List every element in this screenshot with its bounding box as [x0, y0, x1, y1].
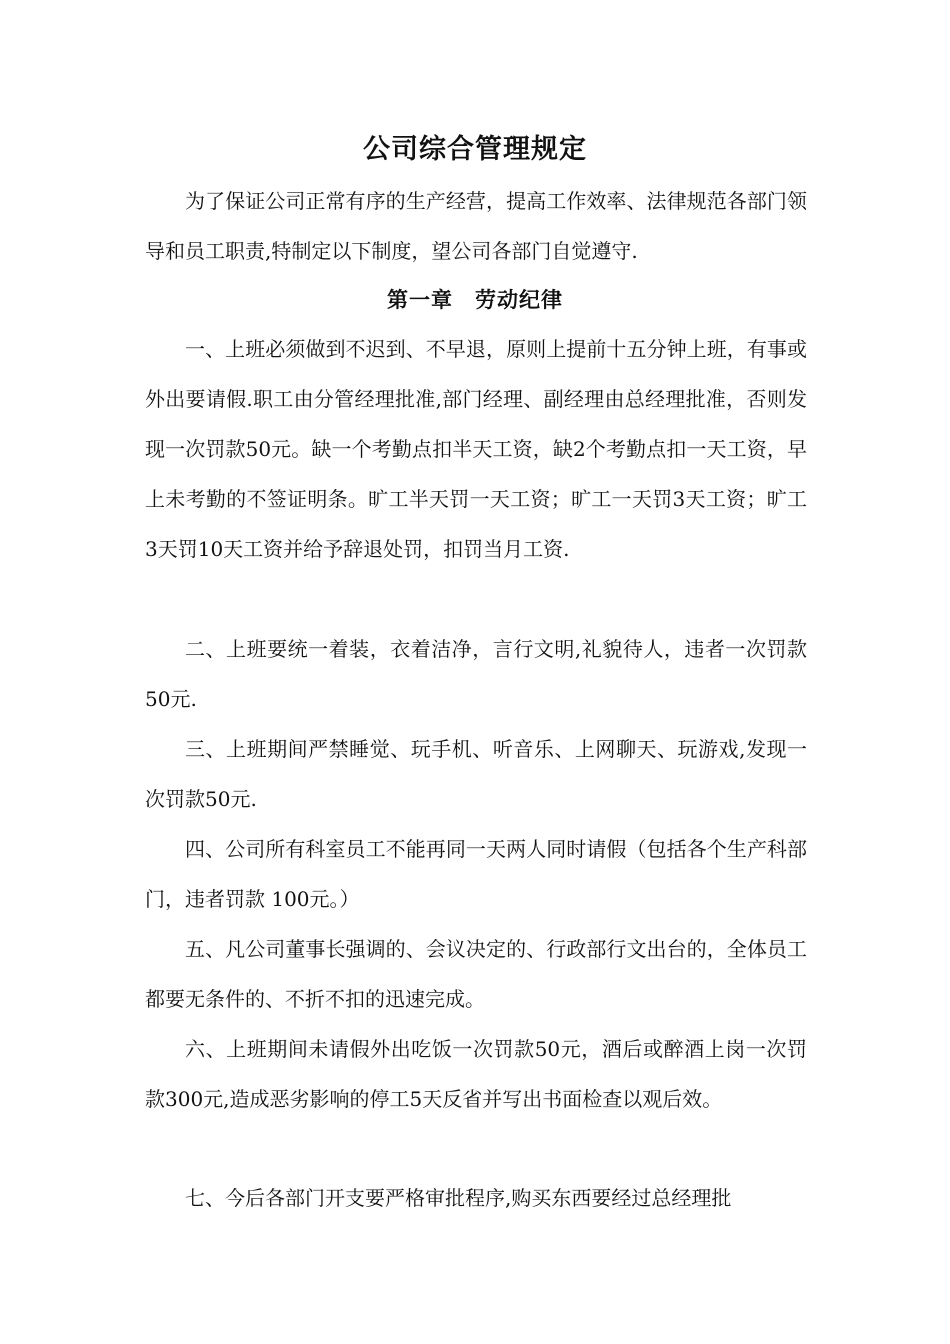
chapter-heading: 第一章 劳动纪律 — [387, 288, 563, 312]
rule-paragraph-7: 七、今后各部门开支要严格审批程序,购买东西要经过总经理批 — [185, 1186, 732, 1210]
rule-paragraph-2: 二、上班要统一着装，衣着洁净，言行文明,礼貌待人，违者一次罚款50元. — [145, 637, 807, 711]
rule-paragraph-4: 四、公司所有科室员工不能再同一天两人同时请假（包括各个生产科部门，违者罚款 100元。） — [145, 837, 807, 911]
rule-paragraph-1: 一、上班必须做到不迟到、不早退，原则上提前十五分钟上班，有事或外出要请假.职工由分管经理批准,部门经理、副经理由总经理批准，否则发现一次罚款50元。缺一个考勤点扣半天工资，缺2个考勤点扣一天工资，早上未考勤的不签证明条。旷工半天罚一天工资；旷工一天罚3天工资；旷工3天罚10天工资并给予辞退处罚，扣罚当月工资. — [145, 337, 807, 561]
rule-paragraph-6: 六、上班期间未请假外出吃饭一次罚款50元，酒后或醉酒上岗一次罚款300元,造成恶劣影响的停工5天反省并写出书面检查以观后效。 — [145, 1037, 807, 1111]
document-title: 公司综合管理规定 — [363, 134, 587, 165]
rule-paragraph-5: 五、凡公司董事长强调的、会议决定的、行政部行文出台的，全体员工都要无条件的、不折不扣的迅速完成。 — [145, 937, 807, 1011]
intro-paragraph: 为了保证公司正常有序的生产经营，提高工作效率、法律规范各部门领导和员工职责,特制定以下制度，望公司各部门自觉遵守. — [145, 189, 807, 263]
rule-paragraph-3: 三、上班期间严禁睡觉、玩手机、听音乐、上网聊天、玩游戏,发现一次罚款50元. — [145, 737, 807, 811]
